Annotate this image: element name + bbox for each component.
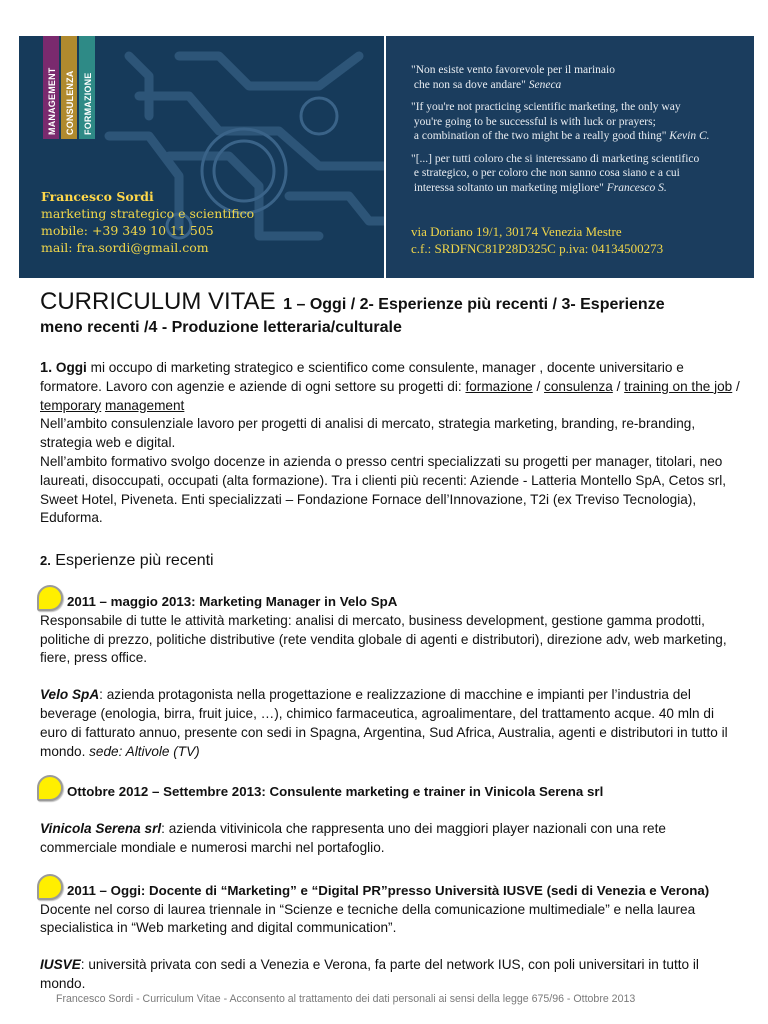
link-consulenza[interactable]: consulenza bbox=[544, 378, 613, 394]
entry-velo-company: Velo SpA: azienda protagonista nella progettazione e realizzazione di macchine e impianti per l’industria del beverage (enologia, birra, fruit juice, …), chimico farmaceutica, agroalimentare, del trattamento acque. 40 mln di euro di fatturato annuo, presente con sedi in Spagna, Argentina, Sud Africa, Australia, agenti e distributori in tutto il mondo. sede: Altivole (TV) bbox=[40, 687, 728, 759]
quote-francesco: "[...] per tutti coloro che si interessano di marketing scientifico e strategico, o per coloro che non sanno cosa siano e a cui interessa soltanto un marketing migliore" Francesco S. bbox=[411, 152, 700, 194]
entry-vinicola-company: Vinicola Serena srl: azienda vitivinicola che rappresenta uno dei maggiori player nazionali con una rete commerciale mondiale e numerosi marchi nel portafoglio. bbox=[40, 821, 666, 855]
address-block bbox=[411, 223, 663, 257]
entry-iusve-head: 2011 – Oggi: Docente di “Marketing” e “Digital PR”presso Università IUSVE (sedi di Venezia e Verona) bbox=[40, 882, 740, 901]
link-temporary[interactable]: temporary bbox=[40, 397, 102, 413]
address-line: via Doriano 19/1, 30174 Venezia Mestre bbox=[411, 224, 622, 239]
header-banner bbox=[19, 36, 754, 278]
quote-kevin: "If you're not practicing scientific marketing, the only way you're going to be successful is with luck or prayers; a combination of the two might be a really good thing" Kevin C. bbox=[411, 101, 710, 142]
entry-iusve-company: IUSVE: università privata con sedi a Venezia e Verona, fa parte del network IUS, con poli universitari in tutto il mondo. bbox=[40, 957, 699, 991]
quotes-block bbox=[411, 63, 741, 203]
tag-management bbox=[43, 36, 59, 139]
entry-velo-desc: Responsabile di tutte le attività marketing: analisi di mercato, business development, gestione gamma prodotti, politiche di prezzo, politiche distributive (rete vendita globale di agenti e distributori), direzione adv, web marketing, fiere, press office. bbox=[40, 612, 727, 666]
contact-block bbox=[41, 188, 254, 256]
banner-right-panel bbox=[386, 36, 754, 278]
title-main: CURRICULUM VITAE bbox=[40, 288, 276, 315]
entry-iusve-desc: Docente nel corso di laurea triennale in “Scienze e tecniche della comunicazione multimediale” e nella laurea specialistica in “Web marketing and digital communication”. bbox=[40, 901, 696, 936]
quote-seneca: "Non esiste vento favorevole per il marinaio che non sa dove andare" Seneca bbox=[411, 64, 615, 91]
contact-mail[interactable]: mail: fra.sordi@gmail.com bbox=[41, 240, 209, 255]
section-esperienze-title: 2. Esperienze più recenti bbox=[40, 552, 214, 570]
link-formazione[interactable]: formazione bbox=[465, 378, 533, 394]
link-training[interactable]: training on the job bbox=[624, 378, 733, 394]
tag-formazione bbox=[79, 36, 95, 139]
tag-consulenza-label: CONSULENZA bbox=[65, 70, 75, 135]
contact-role: marketing strategico e scientifico bbox=[41, 206, 255, 221]
tag-consulenza bbox=[61, 36, 77, 139]
contact-mobile: mobile: +39 349 10 11 505 bbox=[41, 223, 214, 238]
banner-left-panel bbox=[19, 36, 384, 278]
link-management[interactable]: management bbox=[104, 397, 185, 413]
entry-velo-head: 2011 – maggio 2013: Marketing Manager in Velo SpA bbox=[40, 593, 740, 612]
cv-content bbox=[40, 290, 740, 994]
title-sub-2: meno recenti /4 - Produzione letteraria/culturale bbox=[40, 319, 402, 336]
oggi-paragraph: 1. Oggi mi occupo di marketing strategico e scientifico come consulente, manager , docente universitario e formatore. Lavoro con agenzie e aziende di ogni settore su progetti di: formazione / consulenza / training on the job / temporary management bbox=[40, 360, 740, 413]
entry-vinicola-head: Ottobre 2012 – Settembre 2013: Consulente marketing e trainer in Vinicola Serena srl bbox=[40, 783, 740, 802]
bullet-icon bbox=[37, 874, 63, 900]
page-footer: Francesco Sordi - Curriculum Vitae - Acconsento al trattamento dei dati personali ai sensi della legge 675/96 - Ottobre 2013 bbox=[56, 993, 636, 1005]
oggi-consulenza: Nell’ambito consulenziale lavoro per progetti di analisi di mercato, strategia marketing, branding, re-branding, strategia web e digital. bbox=[40, 416, 696, 451]
page-title bbox=[40, 290, 740, 339]
bullet-icon bbox=[37, 585, 63, 611]
tag-management-label: MANAGEMENT bbox=[47, 67, 57, 135]
contact-name: Francesco Sordi bbox=[41, 189, 154, 204]
oggi-formazione: Nell’ambito formativo svolgo docenze in azienda o presso centri specializzati su progetti per manager, titolari, neo laureati, disoccupati, occupati (alta formazione). Tra i clienti più recenti: Aziende - Latteria Montello SpA, Cetos srl, Sweet Hotel, Piveneta. Enti specializzati – Fondazione Fornace dell’Innovazione, T2i (ex Treviso Tecnologia), Eduforma. bbox=[40, 453, 727, 526]
bullet-icon bbox=[37, 775, 63, 801]
tag-formazione-label: FORMAZIONE bbox=[83, 72, 93, 135]
tax-line: c.f.: SRDFNC81P28D325C p.iva: 04134500273 bbox=[411, 241, 664, 256]
title-sub-1: 1 – Oggi / 2- Esperienze più recenti / 3- Esperienze bbox=[283, 296, 665, 313]
